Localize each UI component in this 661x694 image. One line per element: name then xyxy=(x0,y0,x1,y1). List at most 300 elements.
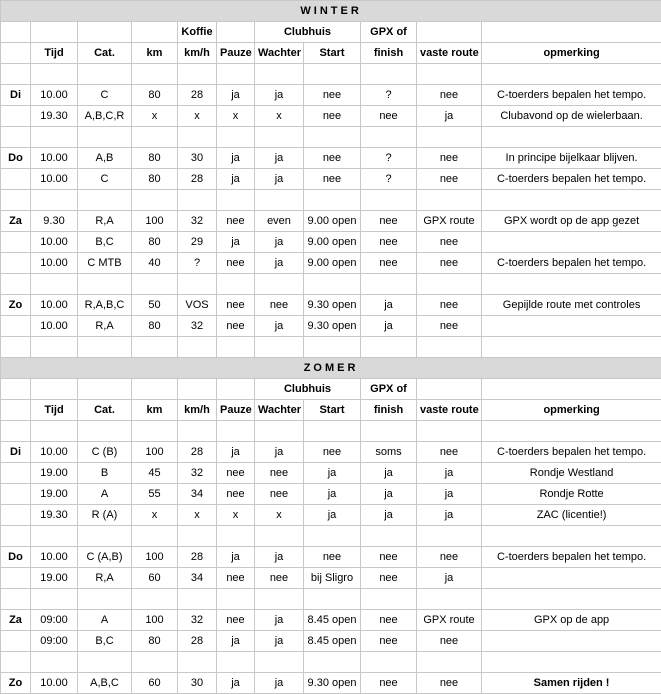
cell-km[interactable]: 60 xyxy=(132,673,178,694)
empty-cell[interactable] xyxy=(1,22,31,43)
day-label[interactable]: Za xyxy=(1,211,31,232)
empty-cell[interactable] xyxy=(304,589,361,610)
empty-cell[interactable] xyxy=(78,22,132,43)
cell-finish[interactable]: ? xyxy=(361,148,417,169)
empty-cell[interactable] xyxy=(482,22,661,43)
cell-opmerking[interactable] xyxy=(482,568,661,589)
empty-cell[interactable] xyxy=(1,589,31,610)
empty-cell[interactable] xyxy=(482,64,661,85)
cell-start[interactable]: nee xyxy=(304,442,361,463)
empty-cell[interactable] xyxy=(31,274,78,295)
empty-cell[interactable] xyxy=(255,274,304,295)
cell-finish[interactable]: nee xyxy=(361,253,417,274)
empty-cell[interactable] xyxy=(217,274,255,295)
cell-cat[interactable]: C MTB xyxy=(78,253,132,274)
empty-cell[interactable] xyxy=(1,232,31,253)
empty-cell[interactable] xyxy=(361,127,417,148)
empty-cell[interactable] xyxy=(1,631,31,652)
empty-cell[interactable] xyxy=(304,337,361,358)
empty-cell[interactable] xyxy=(78,379,132,400)
cell-wachter[interactable]: nee xyxy=(255,568,304,589)
cell-pauze[interactable]: x xyxy=(217,505,255,526)
cell-wachter[interactable]: ja xyxy=(255,85,304,106)
empty-cell[interactable] xyxy=(1,106,31,127)
cell-wachter[interactable]: ja xyxy=(255,442,304,463)
header-km[interactable]: km xyxy=(132,43,178,64)
cell-cat[interactable]: A,B,C xyxy=(78,673,132,694)
empty-cell[interactable] xyxy=(132,64,178,85)
empty-cell[interactable] xyxy=(31,379,78,400)
cell-start[interactable]: 9.30 open xyxy=(304,295,361,316)
empty-cell[interactable] xyxy=(31,190,78,211)
cell-km[interactable]: 50 xyxy=(132,295,178,316)
cell-finish[interactable]: ? xyxy=(361,85,417,106)
empty-cell[interactable] xyxy=(361,421,417,442)
empty-cell[interactable] xyxy=(417,64,482,85)
cell-finish[interactable]: nee xyxy=(361,568,417,589)
cell-pauze[interactable]: ja xyxy=(217,673,255,694)
cell-km[interactable]: 80 xyxy=(132,316,178,337)
empty-cell[interactable] xyxy=(361,589,417,610)
empty-cell[interactable] xyxy=(178,589,217,610)
day-label[interactable]: Zo xyxy=(1,673,31,694)
cell-start[interactable]: 8.45 open xyxy=(304,610,361,631)
cell-kmh[interactable]: 34 xyxy=(178,484,217,505)
day-label[interactable]: Do xyxy=(1,148,31,169)
empty-cell[interactable] xyxy=(417,652,482,673)
empty-cell[interactable] xyxy=(1,127,31,148)
cell-start[interactable]: ja xyxy=(304,463,361,484)
header-gpx[interactable]: GPX of xyxy=(361,22,417,43)
empty-cell[interactable] xyxy=(482,589,661,610)
empty-cell[interactable] xyxy=(31,22,78,43)
empty-cell[interactable] xyxy=(361,64,417,85)
cell-wachter[interactable]: ja xyxy=(255,232,304,253)
empty-cell[interactable] xyxy=(255,652,304,673)
header-finish[interactable]: finish xyxy=(361,43,417,64)
empty-cell[interactable] xyxy=(217,379,255,400)
cell-cat[interactable]: R,A xyxy=(78,568,132,589)
empty-cell[interactable] xyxy=(304,127,361,148)
cell-cat[interactable]: B,C xyxy=(78,631,132,652)
cell-start[interactable]: nee xyxy=(304,148,361,169)
empty-cell[interactable] xyxy=(304,652,361,673)
empty-cell[interactable] xyxy=(178,127,217,148)
cell-wachter[interactable]: ja xyxy=(255,148,304,169)
empty-cell[interactable] xyxy=(31,652,78,673)
day-label[interactable]: Do xyxy=(1,547,31,568)
empty-cell[interactable] xyxy=(132,526,178,547)
winter-title[interactable]: WINTER xyxy=(1,1,661,22)
cell-cat[interactable]: R,A xyxy=(78,316,132,337)
cell-pauze[interactable]: nee xyxy=(217,568,255,589)
empty-cell[interactable] xyxy=(1,379,31,400)
empty-cell[interactable] xyxy=(255,589,304,610)
empty-cell[interactable] xyxy=(217,127,255,148)
cell-cat[interactable]: B xyxy=(78,463,132,484)
empty-cell[interactable] xyxy=(1,253,31,274)
cell-pauze[interactable]: nee xyxy=(217,295,255,316)
cell-tijd[interactable]: 10.00 xyxy=(31,442,78,463)
empty-cell[interactable] xyxy=(417,421,482,442)
header-tijd[interactable]: Tijd xyxy=(31,400,78,421)
cell-route[interactable]: GPX route xyxy=(417,610,482,631)
empty-cell[interactable] xyxy=(361,652,417,673)
empty-cell[interactable] xyxy=(1,505,31,526)
empty-cell[interactable] xyxy=(1,400,31,421)
cell-kmh[interactable]: 28 xyxy=(178,442,217,463)
cell-opmerking[interactable]: C-toerders bepalen het tempo. xyxy=(482,547,661,568)
empty-cell[interactable] xyxy=(178,652,217,673)
empty-cell[interactable] xyxy=(255,526,304,547)
cell-tijd[interactable]: 19.00 xyxy=(31,484,78,505)
empty-cell[interactable] xyxy=(417,589,482,610)
empty-cell[interactable] xyxy=(178,190,217,211)
cell-wachter[interactable]: ja xyxy=(255,316,304,337)
cell-tijd[interactable]: 10.00 xyxy=(31,295,78,316)
empty-cell[interactable] xyxy=(417,337,482,358)
empty-cell[interactable] xyxy=(217,190,255,211)
cell-pauze[interactable]: ja xyxy=(217,232,255,253)
cell-tijd[interactable]: 10.00 xyxy=(31,253,78,274)
empty-cell[interactable] xyxy=(417,274,482,295)
cell-km[interactable]: 80 xyxy=(132,148,178,169)
empty-cell[interactable] xyxy=(78,274,132,295)
empty-cell[interactable] xyxy=(255,127,304,148)
cell-pauze[interactable]: ja xyxy=(217,547,255,568)
cell-route[interactable]: nee xyxy=(417,169,482,190)
cell-finish[interactable]: ja xyxy=(361,316,417,337)
cell-route[interactable]: nee xyxy=(417,316,482,337)
cell-finish[interactable]: nee xyxy=(361,610,417,631)
empty-cell[interactable] xyxy=(178,379,217,400)
header-km[interactable]: km xyxy=(132,400,178,421)
cell-finish[interactable]: nee xyxy=(361,211,417,232)
header-koffie[interactable]: Koffie xyxy=(178,22,217,43)
empty-cell[interactable] xyxy=(482,652,661,673)
header-kmh[interactable]: km/h xyxy=(178,400,217,421)
empty-cell[interactable] xyxy=(255,190,304,211)
cell-start[interactable]: nee xyxy=(304,547,361,568)
empty-cell[interactable] xyxy=(255,64,304,85)
cell-opmerking[interactable] xyxy=(482,232,661,253)
empty-cell[interactable] xyxy=(417,190,482,211)
empty-cell[interactable] xyxy=(482,274,661,295)
cell-start[interactable]: bij Sligro xyxy=(304,568,361,589)
cell-kmh[interactable]: 28 xyxy=(178,547,217,568)
cell-tijd[interactable]: 9.30 xyxy=(31,211,78,232)
header-tijd[interactable]: Tijd xyxy=(31,43,78,64)
cell-start[interactable]: nee xyxy=(304,85,361,106)
header-opmerking[interactable]: opmerking xyxy=(482,43,661,64)
empty-cell[interactable] xyxy=(217,652,255,673)
empty-cell[interactable] xyxy=(482,337,661,358)
empty-cell[interactable] xyxy=(217,421,255,442)
cell-wachter[interactable]: nee xyxy=(255,463,304,484)
empty-cell[interactable] xyxy=(31,526,78,547)
cell-tijd[interactable]: 10.00 xyxy=(31,547,78,568)
cell-finish[interactable]: nee xyxy=(361,106,417,127)
cell-km[interactable]: 80 xyxy=(132,232,178,253)
empty-cell[interactable] xyxy=(31,64,78,85)
empty-cell[interactable] xyxy=(1,568,31,589)
empty-cell[interactable] xyxy=(132,421,178,442)
empty-cell[interactable] xyxy=(31,127,78,148)
header-cat[interactable]: Cat. xyxy=(78,400,132,421)
cell-km[interactable]: 60 xyxy=(132,568,178,589)
cell-kmh[interactable]: 28 xyxy=(178,169,217,190)
empty-cell[interactable] xyxy=(132,379,178,400)
header-gpx[interactable]: GPX of xyxy=(361,379,417,400)
empty-cell[interactable] xyxy=(178,421,217,442)
empty-cell[interactable] xyxy=(78,337,132,358)
cell-opmerking[interactable] xyxy=(482,316,661,337)
empty-cell[interactable] xyxy=(1,463,31,484)
cell-cat[interactable]: C (B) xyxy=(78,442,132,463)
cell-pauze[interactable]: ja xyxy=(217,631,255,652)
day-label[interactable]: Zo xyxy=(1,295,31,316)
empty-cell[interactable] xyxy=(1,421,31,442)
header-wachter[interactable]: Wachter xyxy=(255,43,304,64)
cell-route[interactable]: nee xyxy=(417,442,482,463)
cell-route[interactable]: nee xyxy=(417,631,482,652)
header-kmh[interactable]: km/h xyxy=(178,43,217,64)
cell-tijd[interactable]: 09:00 xyxy=(31,631,78,652)
cell-pauze[interactable]: x xyxy=(217,106,255,127)
cell-opmerking[interactable]: C-toerders bepalen het tempo. xyxy=(482,442,661,463)
cell-pauze[interactable]: nee xyxy=(217,316,255,337)
cell-start[interactable]: nee xyxy=(304,106,361,127)
empty-cell[interactable] xyxy=(132,337,178,358)
cell-finish[interactable]: nee xyxy=(361,232,417,253)
empty-cell[interactable] xyxy=(78,652,132,673)
cell-cat[interactable]: B,C xyxy=(78,232,132,253)
cell-km[interactable]: 55 xyxy=(132,484,178,505)
cell-start[interactable]: ja xyxy=(304,484,361,505)
cell-kmh[interactable]: x xyxy=(178,106,217,127)
empty-cell[interactable] xyxy=(1,484,31,505)
empty-cell[interactable] xyxy=(31,421,78,442)
empty-cell[interactable] xyxy=(132,589,178,610)
header-wachter[interactable]: Wachter xyxy=(255,400,304,421)
empty-cell[interactable] xyxy=(78,526,132,547)
day-label[interactable]: Za xyxy=(1,610,31,631)
empty-cell[interactable] xyxy=(304,190,361,211)
cell-route[interactable]: ja xyxy=(417,484,482,505)
header-finish[interactable]: finish xyxy=(361,400,417,421)
cell-pauze[interactable]: nee xyxy=(217,484,255,505)
empty-cell[interactable] xyxy=(132,22,178,43)
header-pauze[interactable]: Pauze xyxy=(217,400,255,421)
empty-cell[interactable] xyxy=(132,274,178,295)
zomer-title[interactable]: ZOMER xyxy=(1,358,661,379)
cell-tijd[interactable]: 10.00 xyxy=(31,232,78,253)
cell-km[interactable]: 100 xyxy=(132,211,178,232)
cell-wachter[interactable]: x xyxy=(255,106,304,127)
cell-opmerking[interactable]: In principe bijelkaar blijven. xyxy=(482,148,661,169)
header-clubhuis[interactable]: Clubhuis xyxy=(255,22,361,43)
header-route[interactable]: vaste route xyxy=(417,400,482,421)
empty-cell[interactable] xyxy=(304,526,361,547)
empty-cell[interactable] xyxy=(1,64,31,85)
cell-tijd[interactable]: 10.00 xyxy=(31,169,78,190)
header-start[interactable]: Start xyxy=(304,400,361,421)
cell-pauze[interactable]: nee xyxy=(217,463,255,484)
empty-cell[interactable] xyxy=(132,127,178,148)
cell-opmerking[interactable]: GPX op de app xyxy=(482,610,661,631)
cell-cat[interactable]: C (A,B) xyxy=(78,547,132,568)
cell-pauze[interactable]: ja xyxy=(217,85,255,106)
cell-start[interactable]: ja xyxy=(304,505,361,526)
cell-finish[interactable]: ? xyxy=(361,169,417,190)
cell-pauze[interactable]: nee xyxy=(217,253,255,274)
cell-kmh[interactable]: ? xyxy=(178,253,217,274)
cell-kmh[interactable]: 30 xyxy=(178,673,217,694)
cell-kmh[interactable]: 34 xyxy=(178,568,217,589)
cell-kmh[interactable]: 28 xyxy=(178,631,217,652)
cell-wachter[interactable]: nee xyxy=(255,295,304,316)
cell-kmh[interactable]: 29 xyxy=(178,232,217,253)
empty-cell[interactable] xyxy=(78,190,132,211)
cell-opmerking[interactable]: Gepijlde route met controles xyxy=(482,295,661,316)
cell-km[interactable]: 45 xyxy=(132,463,178,484)
empty-cell[interactable] xyxy=(217,337,255,358)
cell-opmerking[interactable]: GPX wordt op de app gezet xyxy=(482,211,661,232)
cell-opmerking[interactable] xyxy=(482,631,661,652)
cell-route[interactable]: nee xyxy=(417,232,482,253)
empty-cell[interactable] xyxy=(482,421,661,442)
cell-cat[interactable]: A,B,C,R xyxy=(78,106,132,127)
empty-cell[interactable] xyxy=(78,589,132,610)
cell-tijd[interactable]: 09:00 xyxy=(31,610,78,631)
cell-tijd[interactable]: 10.00 xyxy=(31,673,78,694)
empty-cell[interactable] xyxy=(217,589,255,610)
empty-cell[interactable] xyxy=(304,64,361,85)
header-opmerking[interactable]: opmerking xyxy=(482,400,661,421)
cell-opmerking[interactable]: Clubavond op de wielerbaan. xyxy=(482,106,661,127)
empty-cell[interactable] xyxy=(78,127,132,148)
cell-route[interactable]: ja xyxy=(417,463,482,484)
cell-wachter[interactable]: ja xyxy=(255,610,304,631)
cell-km[interactable]: 100 xyxy=(132,442,178,463)
cell-finish[interactable]: ja xyxy=(361,295,417,316)
cell-cat[interactable]: A xyxy=(78,484,132,505)
empty-cell[interactable] xyxy=(178,526,217,547)
empty-cell[interactable] xyxy=(417,379,482,400)
cell-wachter[interactable]: ja xyxy=(255,169,304,190)
empty-cell[interactable] xyxy=(417,22,482,43)
header-cat[interactable]: Cat. xyxy=(78,43,132,64)
empty-cell[interactable] xyxy=(1,190,31,211)
cell-start[interactable]: 9.00 open xyxy=(304,211,361,232)
empty-cell[interactable] xyxy=(361,274,417,295)
empty-cell[interactable] xyxy=(217,64,255,85)
empty-cell[interactable] xyxy=(178,64,217,85)
cell-kmh[interactable]: 32 xyxy=(178,610,217,631)
cell-opmerking[interactable]: C-toerders bepalen het tempo. xyxy=(482,85,661,106)
cell-km[interactable]: 40 xyxy=(132,253,178,274)
empty-cell[interactable] xyxy=(1,652,31,673)
empty-cell[interactable] xyxy=(417,127,482,148)
cell-start[interactable]: 9.30 open xyxy=(304,673,361,694)
cell-route[interactable]: ja xyxy=(417,505,482,526)
empty-cell[interactable] xyxy=(361,190,417,211)
empty-cell[interactable] xyxy=(361,337,417,358)
empty-cell[interactable] xyxy=(1,169,31,190)
empty-cell[interactable] xyxy=(1,526,31,547)
empty-cell[interactable] xyxy=(1,316,31,337)
header-route[interactable]: vaste route xyxy=(417,43,482,64)
cell-wachter[interactable]: nee xyxy=(255,484,304,505)
cell-tijd[interactable]: 10.00 xyxy=(31,316,78,337)
cell-route[interactable]: nee xyxy=(417,295,482,316)
cell-finish[interactable]: ja xyxy=(361,484,417,505)
cell-km[interactable]: x xyxy=(132,106,178,127)
cell-cat[interactable]: A xyxy=(78,610,132,631)
empty-cell[interactable] xyxy=(417,526,482,547)
empty-cell[interactable] xyxy=(482,190,661,211)
empty-cell[interactable] xyxy=(132,652,178,673)
empty-cell[interactable] xyxy=(361,526,417,547)
cell-opmerking[interactable]: Rondje Rotte xyxy=(482,484,661,505)
cell-kmh[interactable]: 32 xyxy=(178,211,217,232)
cell-finish[interactable]: nee xyxy=(361,547,417,568)
cell-kmh[interactable]: 30 xyxy=(178,148,217,169)
empty-cell[interactable] xyxy=(178,337,217,358)
cell-tijd[interactable]: 10.00 xyxy=(31,148,78,169)
cell-route[interactable]: nee xyxy=(417,253,482,274)
empty-cell[interactable] xyxy=(482,127,661,148)
empty-cell[interactable] xyxy=(1,43,31,64)
empty-cell[interactable] xyxy=(132,190,178,211)
cell-pauze[interactable]: ja xyxy=(217,442,255,463)
header-pauze[interactable]: Pauze xyxy=(217,43,255,64)
empty-cell[interactable] xyxy=(304,274,361,295)
cell-opmerking[interactable]: ZAC (licentie!) xyxy=(482,505,661,526)
cell-finish[interactable]: nee xyxy=(361,673,417,694)
cell-km[interactable]: 100 xyxy=(132,547,178,568)
empty-cell[interactable] xyxy=(178,274,217,295)
header-start[interactable]: Start xyxy=(304,43,361,64)
cell-finish[interactable]: ja xyxy=(361,463,417,484)
cell-wachter[interactable]: ja xyxy=(255,673,304,694)
cell-wachter[interactable]: ja xyxy=(255,253,304,274)
cell-tijd[interactable]: 19.30 xyxy=(31,505,78,526)
cell-finish[interactable]: ja xyxy=(361,505,417,526)
cell-kmh[interactable]: VOS xyxy=(178,295,217,316)
empty-cell[interactable] xyxy=(31,589,78,610)
cell-pauze[interactable]: ja xyxy=(217,148,255,169)
cell-pauze[interactable]: nee xyxy=(217,610,255,631)
empty-cell[interactable] xyxy=(217,526,255,547)
cell-km[interactable]: 100 xyxy=(132,610,178,631)
empty-cell[interactable] xyxy=(1,274,31,295)
cell-start[interactable]: 9.30 open xyxy=(304,316,361,337)
cell-tijd[interactable]: 19.00 xyxy=(31,568,78,589)
cell-tijd[interactable]: 19.00 xyxy=(31,463,78,484)
cell-opmerking[interactable]: Rondje Westland xyxy=(482,463,661,484)
empty-cell[interactable] xyxy=(217,22,255,43)
cell-wachter[interactable]: ja xyxy=(255,547,304,568)
cell-km[interactable]: 80 xyxy=(132,631,178,652)
cell-route[interactable]: GPX route xyxy=(417,211,482,232)
empty-cell[interactable] xyxy=(78,64,132,85)
cell-opmerking[interactable]: Samen rijden ! xyxy=(482,673,661,694)
cell-cat[interactable]: C xyxy=(78,169,132,190)
cell-pauze[interactable]: ja xyxy=(217,169,255,190)
cell-route[interactable]: ja xyxy=(417,106,482,127)
cell-wachter[interactable]: even xyxy=(255,211,304,232)
